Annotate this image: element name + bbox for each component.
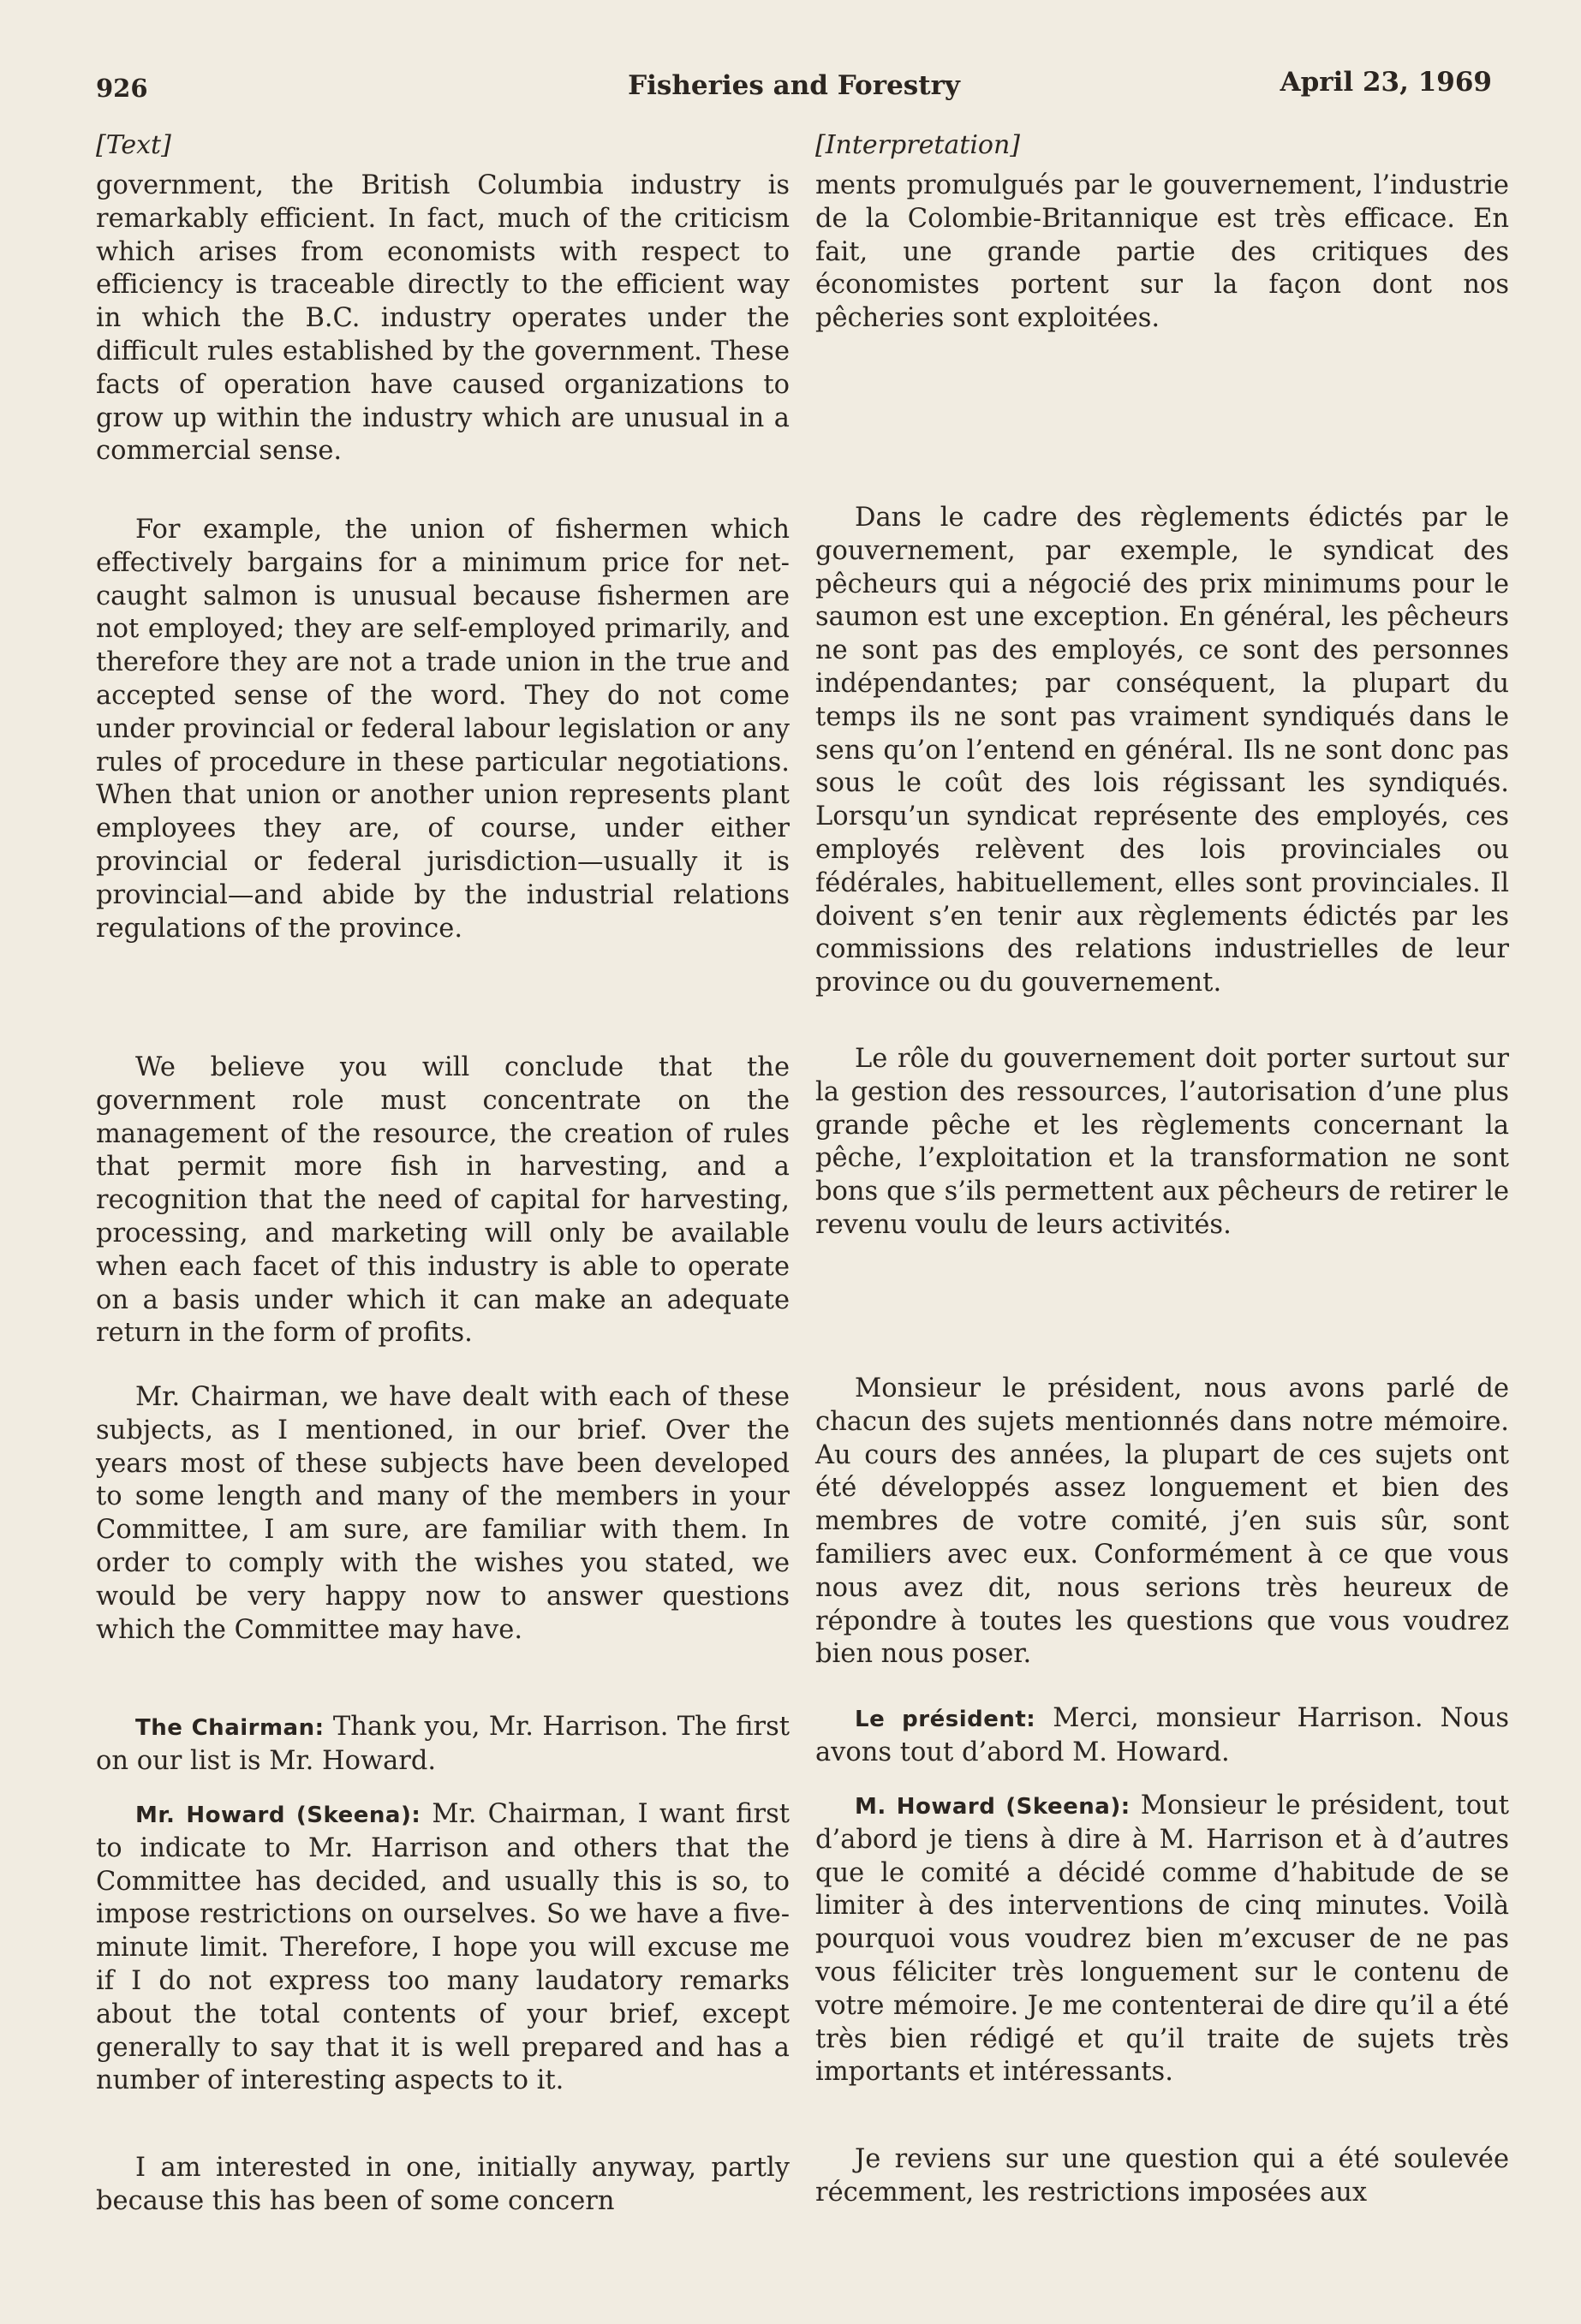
french-paragraph-3: Le rôle du gouvernement doit porter surtout sur la gestion des ressources, l’autorisation d’une plus grande pêche et les règlements concernant la pêche, l’exploitation et la transformation ne sont bons que s’ils permettent aux pêcheurs de retirer le revenu voulu de leurs activités. xyxy=(815,1044,1509,1240)
speaker-name: Mr. Howard (Skeena): xyxy=(135,1803,421,1828)
english-paragraph-4: Mr. Chairman, we have dealt with each of these subjects, as I mentioned, in our brief. Over the years most of these subjects have been developed to some length and many of the members in your Committee, I am sure, are familiar with them. In order to comply with the wishes you stated, we would be very happy now to answer questions which the Committee may have. xyxy=(96,1382,790,1645)
text-column-tag: [Text] xyxy=(96,130,171,160)
speaker-name: M. Howard (Skeena): xyxy=(855,1794,1131,1820)
english-paragraph-6 xyxy=(96,1798,790,2098)
french-paragraph-4: Monsieur le président, nous avons parlé de chacun des sujets mentionnés dans notre mémoire. Au cours des années, la plupart de ces sujets ont été développés assez longuement et bien des membres de votre comité, j’en suis sûr, sont familiers avec eux. Conformément à ce que vous nous avez dit, nous serions très heureux de répondre à toutes les questions que vous voudrez bien nous poser. xyxy=(815,1374,1509,1670)
french-paragraph-6 xyxy=(815,1790,1509,2089)
speech-text: Thank you, Mr. Harrison. The first on our list is Mr. Howard. xyxy=(96,1712,790,1776)
english-paragraph-7: I am interested in one, initially anyway, partly because this has been of some concern xyxy=(96,2153,790,2216)
interpretation-column-tag: [Interpretation] xyxy=(815,130,1021,160)
english-paragraph-2: For example, the union of fishermen which effectively bargains for a minimum price for net-caught salmon is unusual because fishermen are not employed; they are self-employed primarily, and therefore they are not a trade union in the true and accepted sense of the word. They do not come under provincial or federal labour legislation or any rules of procedure in these particular negotiations. When that union or another union represents plant employees they are, of course, under either provincial or federal jurisdiction—usually it is provincial—and abide by the industrial relations regulations of the province. xyxy=(96,515,790,944)
english-paragraph-3: We believe you will conclude that the government role must concentrate on the management of the resource, the creation of rules that permit more fish in harvesting, and a recognition that the need of capital for harvesting, processing, and marketing will only be available when each facet of this industry is able to operate on a basis under which it can make an adequate return in the form of profits. xyxy=(96,1052,790,1349)
running-title: Fisheries and Forestry xyxy=(628,70,960,101)
speaker-name: Le président: xyxy=(855,1707,1036,1732)
french-paragraph-7: Je reviens sur une question qui a été soulevée récemment, les restrictions imposées aux xyxy=(815,2144,1509,2208)
french-paragraph-2: Dans le cadre des règlements édictés par le gouvernement, par exemple, le syndicat des pêcheurs qui a négocié des prix minimums pour le saumon est une exception. En général, les pêcheurs ne sont pas des employés, ce sont des personnes indépendantes; par conséquent, la plupart du temps ils ne sont pas vraiment syndiqués dans le sens qu’on l’entend en général. Ils ne sont donc pas sous le coût des lois régissant les syndiqués. Lorsqu’un syndicat représente des employés, ces employés relèvent des lois provinciales ou fédérales, habituellement, elles sont provinciales. Il doivent s’en tenir aux règlements édictés par les commissions des relations industrielles de leur province ou du gouvernement. xyxy=(815,503,1509,998)
speech-text: Merci, monsieur Harrison. Nous avons tout d’abord M. Howard. xyxy=(815,1703,1509,1767)
speaker-name: The Chairman: xyxy=(135,1715,325,1741)
english-paragraph-5 xyxy=(96,1711,790,1779)
sitting-date: April 23, 1969 xyxy=(1280,67,1492,98)
speech-text: Mr. Chairman, I want first to indicate to Mr. Harrison and others that the Committee has decided, and usually this is so, to impose restrictions on ourselves. So we have a five-minute limit. Therefore, I hope you will excuse me if I do not express too many laudatory remarks about the total contents of your brief, except generally to say that it is well prepared and has a number of interesting aspects to it. xyxy=(96,1799,790,2096)
speech-text: Monsieur le président, tout d’abord je tiens à dire à M. Harrison et à d’autres que le comité a décidé comme d’habitude de se limiter à des interventions de cinq minutes. Voilà pourquoi vous voudrez bien m’excuser de ne pas vous féliciter très longuement sur le contenu de votre mémoire. Je me contenterai de dire qu’il a été très bien rédigé et qu’il traite de sujets très importants et intéressants. xyxy=(815,1791,1510,2088)
page-header xyxy=(96,67,1492,110)
french-paragraph-5 xyxy=(815,1702,1509,1770)
page-number: 926 xyxy=(96,74,148,103)
french-paragraph-1: ments promulgués par le gouvernement, l’industrie de la Colombie-Britannique est très efficace. En fait, une grande partie des critiques des économistes portent sur la façon dont nos pêcheries sont exploitées. xyxy=(815,170,1509,334)
english-paragraph-1: government, the British Columbia industry is remarkably efficient. In fact, much of the criticism which arises from economists with respect to efficiency is traceable directly to the efficient way in which the B.C. industry operates under the difficult rules established by the government. These facts of operation have caused organizations to grow up within the industry which are unusual in a commercial sense. xyxy=(96,170,790,467)
